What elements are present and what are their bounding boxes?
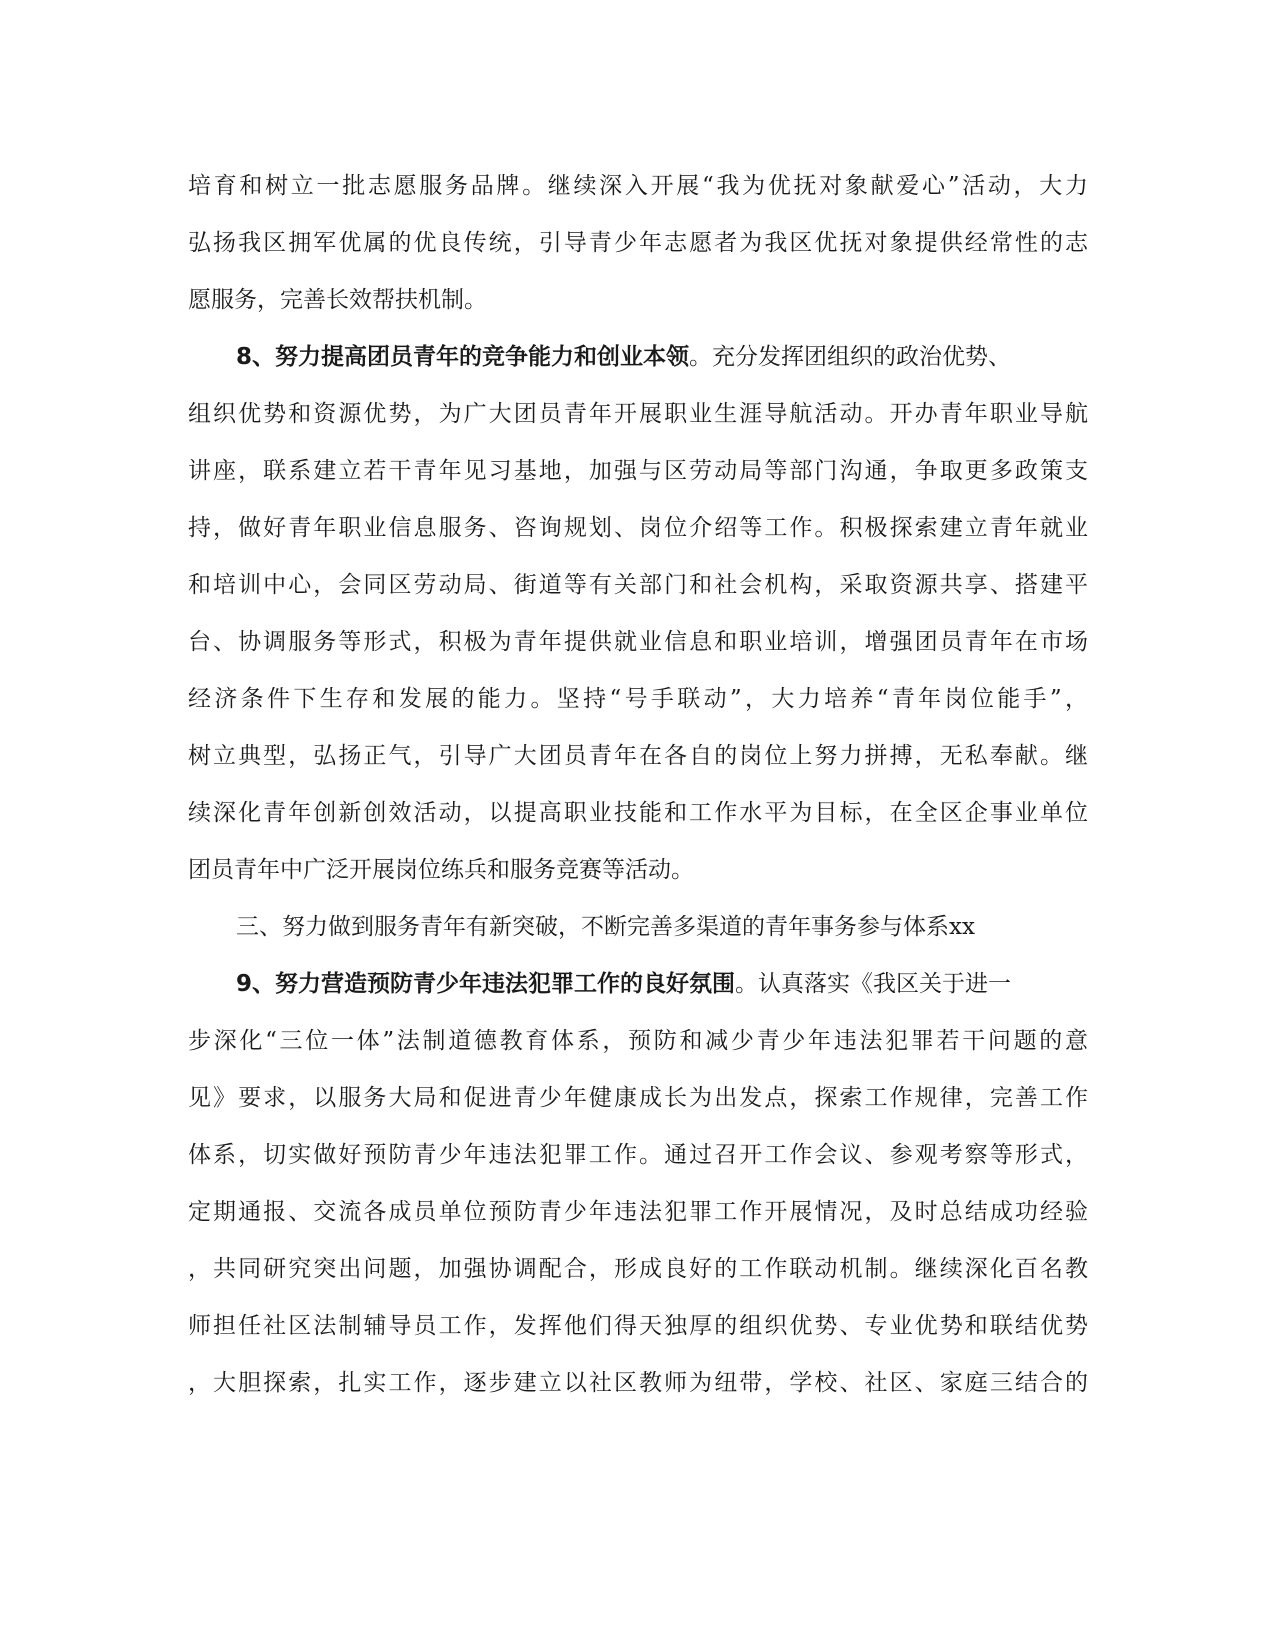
paragraph-line: 团员青年中广泛开展岗位练兵和服务竞赛等活动。 — [188, 857, 694, 883]
paragraph-line: 培育和树立一批志愿服务品牌。继续深入开展“我为优抚对象献爱心”活动，大力 — [188, 173, 1088, 199]
paragraph-line: 体系，切实做好预防青少年违法犯罪工作。通过召开工作会议、参观考察等形式， — [188, 1142, 1088, 1168]
paragraph-line: 组织优势和资源优势，为广大团员青年开展职业生涯导航活动。开办青年职业导航 — [188, 401, 1088, 427]
paragraph-line: 愿服务，完善长效帮扶机制。 — [188, 287, 487, 313]
paragraph-line: 讲座，联系建立若干青年见习基地，加强与区劳动局等部门沟通，争取更多政策支 — [188, 458, 1088, 484]
section-8-heading: 8、努力提高团员青年的竞争能力和创业本领 — [236, 344, 690, 370]
paragraph-line: 持，做好青年职业信息服务、咨询规划、岗位介绍等工作。积极探索建立青年就业 — [188, 515, 1088, 541]
paragraph-line: ，大胆探索，扎实工作，逐步建立以社区教师为纽带，学校、社区、家庭三结合的 — [188, 1370, 1088, 1396]
paragraph-line: 树立典型，弘扬正气，引导广大团员青年在各自的岗位上努力拼搏，无私奉献。继 — [188, 743, 1088, 769]
paragraph-line: 弘扬我区拥军优属的优良传统，引导青少年志愿者为我区优抚对象提供经常性的志 — [188, 230, 1088, 256]
paragraph-line: 经济条件下生存和发展的能力。坚持“号手联动”，大力培养“青年岗位能手”， — [188, 686, 1088, 712]
section-9-line — [236, 964, 1088, 1004]
paragraph-line: 步深化“三位一体”法制道德教育体系，预防和减少青少年违法犯罪若干问题的意 — [188, 1028, 1088, 1054]
paragraph-line: ，共同研究突出问题，加强协调配合，形成良好的工作联动机制。继续深化百名教 — [188, 1256, 1088, 1282]
section-3-heading: 三、努力做到服务青年有新突破，不断完善多渠道的青年事务参与体系xx — [236, 914, 975, 940]
paragraph-line: 台、协调服务等形式，积极为青年提供就业信息和职业培训，增强团员青年在市场 — [188, 629, 1088, 655]
paragraph-line: 和培训中心，会同区劳动局、街道等有关部门和社会机构，采取资源共享、搭建平 — [188, 572, 1088, 598]
paragraph-line: 师担任社区法制辅导员工作，发挥他们得天独厚的组织优势、专业优势和联结优势 — [188, 1313, 1088, 1339]
section-9-lead: 。认真落实《我区关于进一 — [735, 971, 1012, 997]
paragraph-line: 续深化青年创新创效活动，以提高职业技能和工作水平为目标，在全区企事业单位 — [188, 800, 1088, 826]
section-8-line — [236, 337, 1088, 377]
section-9-heading: 9、努力营造预防青少年违法犯罪工作的良好氛围 — [236, 971, 736, 997]
paragraph-line: 定期通报、交流各成员单位预防青少年违法犯罪工作开展情况，及时总结成功经验 — [188, 1199, 1088, 1225]
paragraph-line: 见》要求，以服务大局和促进青少年健康成长为出发点，探索工作规律，完善工作 — [188, 1085, 1088, 1111]
section-8-lead: 。充分发挥团组织的政治优势、 — [689, 344, 1012, 370]
